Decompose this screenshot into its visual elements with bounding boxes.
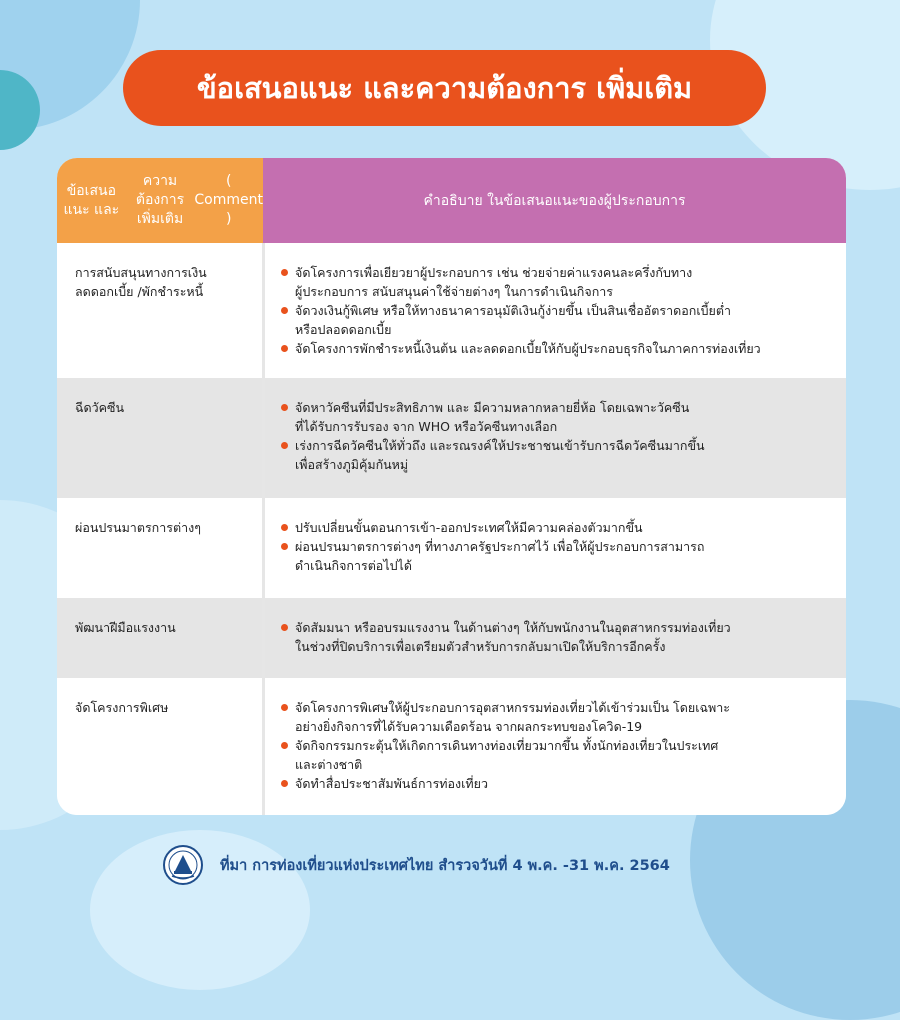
row-description-list xyxy=(263,498,846,598)
bullet-line: ผู้ประกอบการ สนับสนุนค่าใช้จ่ายต่างๆ ในการดำเนินกิจการ xyxy=(295,284,614,299)
row-category xyxy=(57,498,263,598)
row-category-line: จัดโครงการพิเศษ xyxy=(75,700,169,715)
bullet-line: อย่างยิ่งกิจการที่ได้รับความเดือดร้อน จากผลกระทบของโควิด-19 xyxy=(295,719,643,734)
header-comment-column xyxy=(57,158,263,243)
header-comment-line: ( Comment ) xyxy=(194,173,263,227)
bullet-item xyxy=(281,398,832,436)
row-category xyxy=(57,378,263,498)
bullet-item xyxy=(281,339,832,358)
row-category-line: พัฒนาฝีมือแรงงาน xyxy=(75,620,176,635)
row-description-list xyxy=(263,378,846,498)
bullet-line: ดำเนินกิจการต่อไปได้ xyxy=(295,558,412,573)
page-title-text: ข้อเสนอแนะ และความต้องการ เพิ่มเติม xyxy=(196,71,693,105)
bullet-line: ในช่วงที่ปิดบริการเพื่อเตรียมตัวสำหรับการกลับมาเปิดให้บริการอีกครั้ง xyxy=(295,639,666,654)
bullet-line: และต่างชาติ xyxy=(295,757,363,772)
header-description-text: คำอธิบาย ในข้อเสนอแนะของผู้ประกอบการ xyxy=(423,192,686,209)
source-text: ที่มา การท่องเที่ยวแห่งประเทศไทย สำรวจวันที่ 4 พ.ค. -31 พ.ค. 2564 xyxy=(220,858,670,874)
bullet-item xyxy=(281,263,832,301)
table-row xyxy=(57,678,846,815)
bullet-line: ปรับเปลี่ยนขั้นตอนการเข้า-ออกประเทศให้มีความคล่องตัวมากขึ้น xyxy=(295,520,643,535)
bullet-item xyxy=(281,618,832,656)
bullet-item xyxy=(281,774,832,793)
table-header xyxy=(57,158,846,243)
table-row xyxy=(57,498,846,598)
bullet-item xyxy=(281,537,832,575)
row-category-line: การสนับสนุนทางการเงิน xyxy=(75,265,207,280)
row-description-list xyxy=(263,678,846,815)
row-category xyxy=(57,243,263,378)
table-card xyxy=(57,158,846,815)
row-description-list xyxy=(263,598,846,678)
bullet-line: จัดโครงการพิเศษให้ผู้ประกอบการอุตสาหกรรมท่องเที่ยวได้เข้าร่วมเป็น โดยเฉพาะ xyxy=(295,700,730,715)
row-description-list xyxy=(263,243,846,378)
bullet-line: จัดวงเงินกู้พิเศษ หรือให้ทางธนาคารอนุมัติเงินกู้ง่ายขึ้น เป็นสินเชื่ออัตราดอกเบี้ยต่ำ xyxy=(295,303,731,318)
bullet-item xyxy=(281,736,832,774)
bullet-item xyxy=(281,698,832,736)
bullet-item xyxy=(281,436,832,474)
bullet-line: จัดทำสื่อประชาสัมพันธ์การท่องเที่ยว xyxy=(295,776,488,791)
page-title xyxy=(123,50,766,126)
header-description-column xyxy=(263,158,846,243)
column-divider xyxy=(262,243,265,815)
row-category-line: ลดดอกเบี้ย /พักชำระหนี้ xyxy=(75,284,204,299)
bullet-line: ผ่อนปรนมาตรการต่างๆ ที่ทางภาครัฐประกาศไว้ เพื่อให้ผู้ประกอบการสามารถ xyxy=(295,539,705,554)
row-category-line: ผ่อนปรนมาตรการต่างๆ xyxy=(75,520,201,535)
row-category xyxy=(57,598,263,678)
bullet-line: หรือปลอดดอกเบี้ย xyxy=(295,322,392,337)
bullet-line: จัดสัมมนา หรืออบรมแรงงาน ในด้านต่างๆ ให้กับพนักงานในอุตสาหกรรมท่องเที่ยว xyxy=(295,620,731,635)
tat-logo-icon xyxy=(163,845,203,885)
row-category xyxy=(57,678,263,815)
bullet-item xyxy=(281,518,832,537)
footer xyxy=(0,830,900,890)
table-row xyxy=(57,378,846,498)
bullet-line: จัดหาวัคซีนที่มีประสิทธิภาพ และ มีความหลากหลายยี่ห้อ โดยเฉพาะวัคซีน xyxy=(295,400,690,415)
table-row xyxy=(57,598,846,678)
bullet-line: เพื่อสร้างภูมิคุ้มกันหมู่ xyxy=(295,457,409,472)
row-category-line: ฉีดวัคซีน xyxy=(75,400,125,415)
bullet-line: ที่ได้รับการรับรอง จาก WHO หรือวัคซีนทางเลือก xyxy=(295,419,558,434)
bullet-line: จัดโครงการพักชำระหนี้เงินต้น และลดดอกเบี้ยให้กับผู้ประกอบธุรกิจในภาคการท่องเที่ยว xyxy=(295,341,761,356)
bullet-line: จัดกิจกรรมกระตุ้นให้เกิดการเดินทางท่องเที่ยวมากขึ้น ทั้งนักท่องเที่ยวในประเทศ xyxy=(295,738,719,753)
bullet-item xyxy=(281,301,832,339)
bullet-line: เร่งการฉีดวัคซีนให้ทั่วถึง และรณรงค์ให้ประชาชนเข้ารับการฉีดวัคซีนมากขึ้น xyxy=(295,438,705,453)
bullet-line: จัดโครงการเพื่อเยียวยาผู้ประกอบการ เช่น ช่วยจ่ายค่าแรงคนละครึ่งกับทาง xyxy=(295,265,693,280)
header-comment-line: ความต้องการ เพิ่มเติม xyxy=(135,173,185,227)
table-row xyxy=(57,243,846,378)
header-comment-line: ข้อเสนอแนะ และ xyxy=(63,182,120,218)
